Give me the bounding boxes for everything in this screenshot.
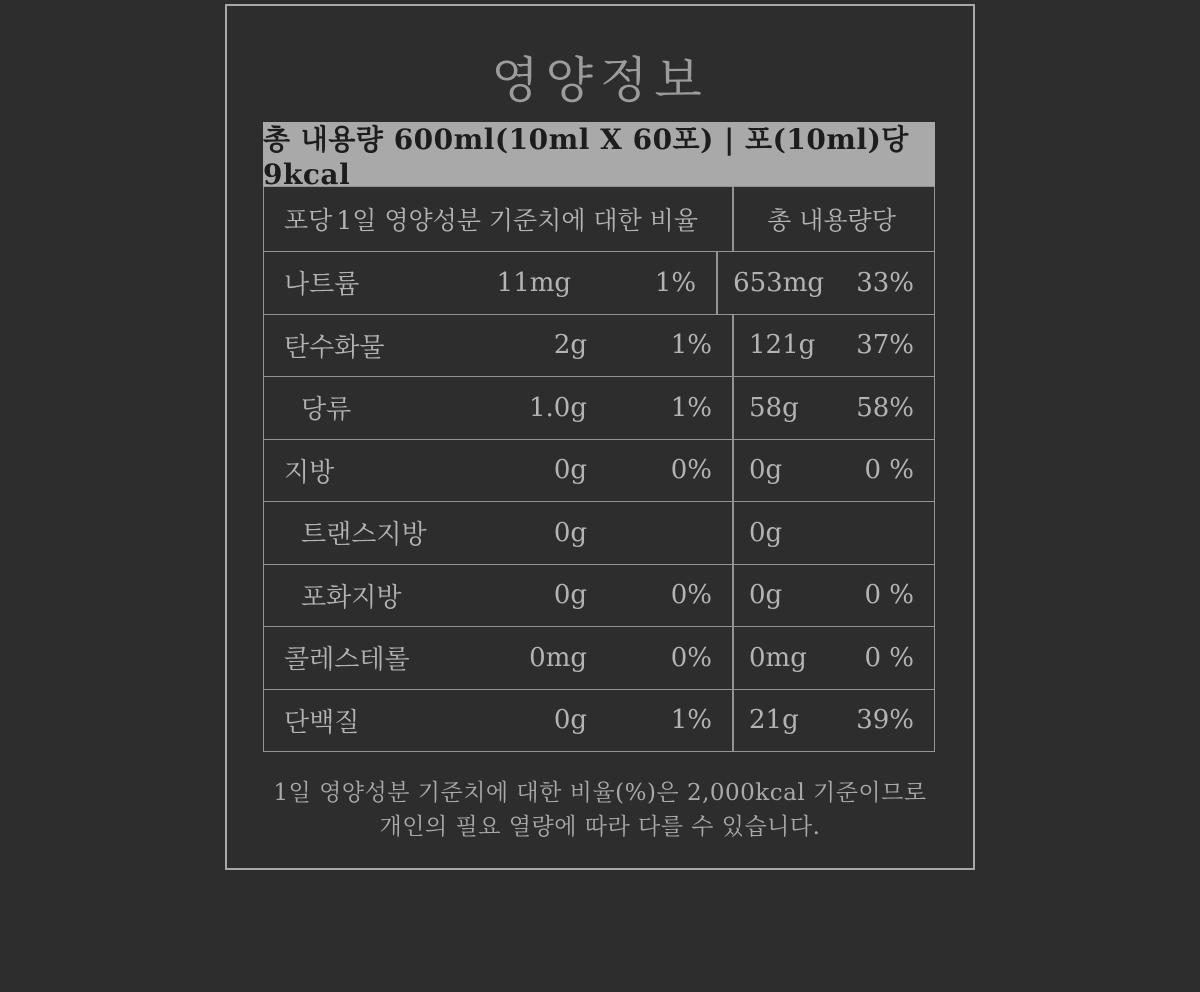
total-content-summary-bar bbox=[263, 122, 935, 191]
nutrient-name: 단백질 bbox=[284, 707, 360, 738]
table-row bbox=[264, 626, 934, 689]
row-right-section bbox=[718, 252, 934, 314]
total-amount: 0g bbox=[749, 580, 783, 611]
total-percent: 0 % bbox=[864, 642, 914, 673]
row-right-section bbox=[734, 627, 934, 689]
row-right-section bbox=[734, 502, 934, 564]
nutrition-table bbox=[263, 186, 935, 752]
row-left-section bbox=[264, 315, 734, 377]
header-per-total: 총 내용량당 bbox=[767, 206, 896, 235]
total-percent: 37% bbox=[856, 330, 914, 361]
nutrient-name: 포화지방 bbox=[301, 582, 402, 613]
per-serving-amount: 2g bbox=[553, 330, 587, 361]
per-serving-amount: 0g bbox=[553, 517, 587, 548]
nutrient-name: 트랜스지방 bbox=[301, 520, 427, 551]
per-serving-amount: 0g bbox=[553, 455, 587, 486]
per-serving-percent: 0% bbox=[670, 642, 712, 673]
total-content-summary-text: 총 내용량 600ml(10ml X 60포) | 포(10ml)당 9kcal bbox=[263, 122, 909, 191]
row-right-section bbox=[734, 690, 934, 752]
footnote bbox=[227, 776, 973, 844]
per-serving-amount: 0g bbox=[553, 705, 587, 736]
per-serving-percent: 1% bbox=[670, 705, 712, 736]
total-amount: 0g bbox=[749, 455, 783, 486]
total-amount: 0mg bbox=[749, 642, 807, 673]
table-row bbox=[264, 439, 934, 502]
row-left-section bbox=[264, 502, 734, 564]
footnote-line2: 개인의 필요 열량에 따라 다를 수 있습니다. bbox=[379, 814, 821, 840]
table-header-row bbox=[264, 187, 934, 251]
per-serving-percent: 1% bbox=[670, 330, 712, 361]
per-serving-amount: 11mg bbox=[496, 267, 572, 298]
table-row bbox=[264, 564, 934, 627]
total-percent: 0 % bbox=[864, 455, 914, 486]
row-right-section bbox=[734, 377, 934, 439]
nutrition-rows bbox=[264, 251, 934, 751]
nutrient-name: 나트륨 bbox=[284, 270, 360, 301]
per-serving-percent: 0% bbox=[670, 580, 712, 611]
per-serving-percent: 0% bbox=[670, 455, 712, 486]
total-amount: 58g bbox=[749, 392, 799, 423]
total-amount: 121g bbox=[749, 330, 816, 361]
row-right-section bbox=[734, 315, 934, 377]
per-serving-amount: 0g bbox=[553, 580, 587, 611]
header-daily-value-note: 1일 영양성분 기준치에 대한 비율 bbox=[336, 206, 698, 235]
total-percent: 33% bbox=[856, 267, 914, 298]
footnote-line1: 1일 영양성분 기준치에 대한 비율(%)은 2,000kcal 기준이므로 bbox=[273, 780, 927, 806]
header-right-section bbox=[734, 187, 934, 251]
table-row bbox=[264, 376, 934, 439]
label-frame bbox=[225, 4, 975, 870]
total-percent: 0 % bbox=[864, 580, 914, 611]
per-serving-amount: 1.0g bbox=[529, 392, 587, 423]
table-row bbox=[264, 314, 934, 377]
table-row bbox=[264, 689, 934, 752]
row-left-section bbox=[264, 440, 734, 502]
per-serving-percent: 1% bbox=[670, 392, 712, 423]
nutrient-name: 탄수화물 bbox=[284, 332, 385, 363]
table-row bbox=[264, 501, 934, 564]
total-amount: 653mg bbox=[733, 267, 824, 298]
row-right-section bbox=[734, 565, 934, 627]
per-serving-percent: 1% bbox=[654, 267, 697, 298]
total-amount: 21g bbox=[749, 705, 799, 736]
nutrient-name: 콜레스테롤 bbox=[284, 645, 410, 676]
row-left-section bbox=[264, 690, 734, 752]
table-row bbox=[264, 251, 934, 314]
per-serving-amount: 0mg bbox=[529, 642, 587, 673]
total-percent: 58% bbox=[856, 392, 914, 423]
row-left-section bbox=[264, 377, 734, 439]
row-right-section bbox=[734, 440, 934, 502]
header-left-section bbox=[264, 187, 734, 251]
total-amount: 0g bbox=[749, 517, 783, 548]
header-per-serving: 포당 bbox=[284, 206, 333, 235]
nutrient-name: 지방 bbox=[284, 457, 335, 488]
total-percent: 39% bbox=[856, 705, 914, 736]
nutrient-name: 당류 bbox=[301, 395, 352, 426]
row-left-section bbox=[264, 565, 734, 627]
row-left-section bbox=[264, 627, 734, 689]
row-left-section bbox=[264, 252, 718, 314]
page-title: 영양정보 bbox=[491, 52, 709, 109]
